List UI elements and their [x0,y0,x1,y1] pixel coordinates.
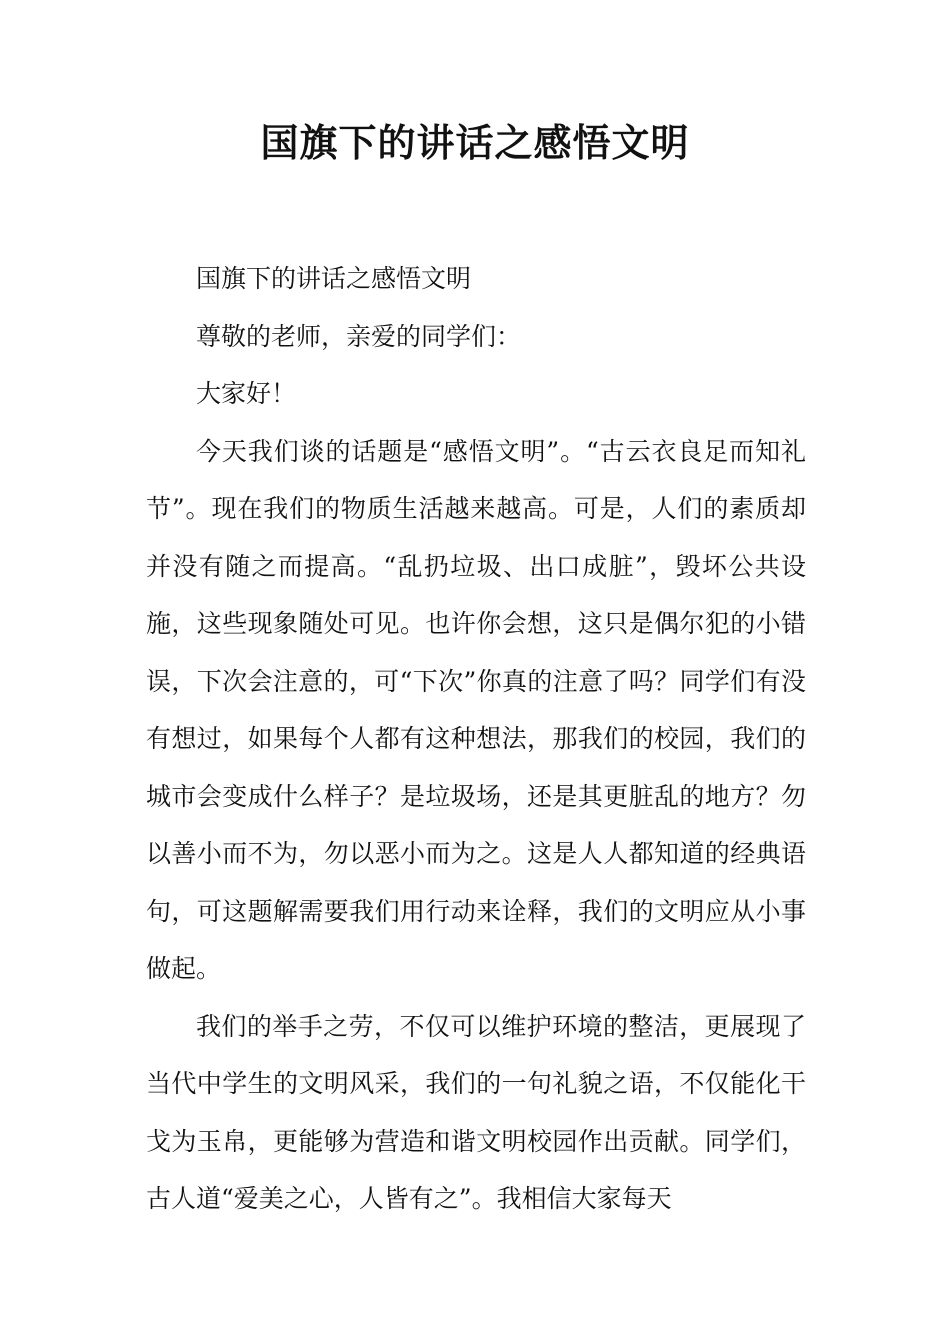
paragraph-greeting: 大家好！ [196,379,297,408]
paragraph-salutation: 尊敬的老师，亲爱的同学们： [196,321,522,351]
paragraph-body-2: 我们的举手之劳，不仅可以维护环境的整洁，更展现了当代中学生的文明风采，我们的一句礼貌之语，不仅能化干戈为玉帛，更能够为营造和谐文明校园作出贡献。同学们，古人道“爱美之心，人皆有之”。我相信大家每天 [146,1011,806,1213]
paragraph-heading: 国旗下的讲话之感悟文明 [196,264,472,293]
document-body [146,250,806,1228]
document-title: 国旗下的讲话之感悟文明 [260,120,690,165]
paragraph-body-1: 今天我们谈的话题是“感悟文明”。“古云衣良足而知礼节”。现在我们的物质生活越来越高。可是，人们的素质却并没有随之而提高。“乱扔垃圾、出口成脏”，毁坏公共设施，这些现象随处可见。也许你会想，这只是偶尔犯的小错误，下次会注意的，可“下次”你真的注意了吗？同学们有没有想过，如果每个人都有这种想法，那我们的校园，我们的城市会变成什么样子？是垃圾场，还是其更脏乱的地方？勿以善小而不为，勿以恶小而为之。这是人人都知道的经典语句，可这题解需要我们用行动来诠释，我们的文明应从小事做起。 [146,436,806,983]
